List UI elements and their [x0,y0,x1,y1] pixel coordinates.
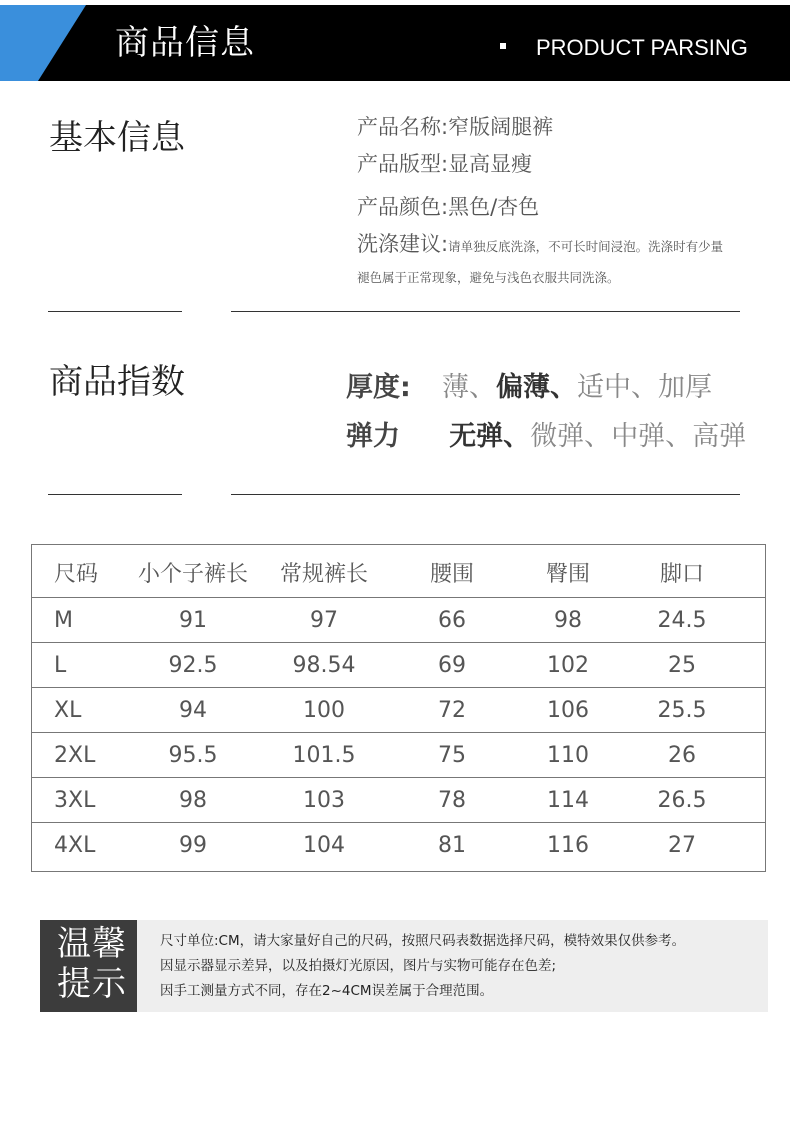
table-cell: XL [54,698,82,723]
elastic-option: 高弹 [692,421,747,452]
divider-right [231,311,740,312]
notice-line: 因显示器显示差异，以及拍摄灯光原因，图片与实物可能存在色差; [160,958,557,974]
divider-left [48,494,182,495]
table-cell: 91 [179,608,207,633]
notice-line: 尺寸单位:CM，请大家量好自己的尺码，按照尺码表数据选择尺码，模特效果仅供参考。 [160,933,686,949]
table-cell: 24.5 [657,608,707,633]
table-cell: 103 [303,788,345,813]
wash-advice [357,230,723,261]
product-fit: 产品版型:显高显瘦 [357,152,533,176]
thickness-option: 加厚 [658,372,712,403]
elastic-row [346,420,746,454]
table-cell: 95.5 [168,743,218,768]
table-cell: 25 [668,653,696,678]
header-banner [0,5,790,81]
thickness-label: 厚度: [346,372,411,403]
header-hem: 脚口 [659,562,704,587]
table-cell: 99 [179,833,207,858]
table-cell: 72 [438,698,466,723]
notice-box [40,920,768,1012]
bullet-icon [500,43,506,49]
table-cell: 3XL [54,788,96,813]
table-cell: 81 [438,833,466,858]
table-cell: 97 [310,608,338,633]
notice-badge-text [57,924,129,1004]
table-cell: 27 [668,833,696,858]
table-cell: 4XL [54,833,96,858]
table-cell: 104 [303,833,345,858]
table-cell: 2XL [54,743,96,768]
product-name: 产品名称:窄版阔腿裤 [357,115,554,139]
size-table [31,544,766,872]
table-cell: 69 [438,653,466,678]
table-cell: 26.5 [657,788,707,813]
table-cell: 25.5 [657,698,707,723]
table-cell: 100 [303,698,345,723]
header-regular-length: 常规裤长 [279,562,368,587]
table-cell: 102 [547,653,589,678]
header-waist: 腰围 [429,562,474,587]
table-cell: 106 [547,698,589,723]
thickness-row [346,371,712,405]
table-cell: 75 [438,743,466,768]
thickness-option: 适中、 [577,372,658,403]
banner-accent [0,5,38,81]
divider-right [231,494,740,495]
elastic-label: 弹力 [346,421,400,452]
banner-accent-slant [38,5,86,81]
notice-badge-line: 提示 [57,964,127,1004]
table-cell: 26 [668,743,696,768]
header-size: 尺码 [54,562,99,587]
table-cell: 66 [438,608,466,633]
notice-badge-line: 温馨 [57,924,127,964]
table-cell: 98 [179,788,207,813]
thickness-option-selected: 偏薄、 [496,372,577,403]
table-cell: 78 [438,788,466,813]
table-row [32,777,765,822]
table-cell: 98.54 [292,653,356,678]
table-cell: 110 [547,743,589,768]
table-row [32,597,765,642]
table-row [32,822,765,867]
table-cell: M [54,608,73,633]
header-hip: 臀围 [545,562,590,587]
table-row [32,732,765,777]
elastic-option: 中弹、 [611,421,693,452]
table-cell: 116 [547,833,589,858]
header-petite-length: 小个子裤长 [137,562,248,587]
table-cell: 94 [179,698,207,723]
wash-text-2: 褪色属于正常现象，避免与浅色衣服共同洗涤。 [357,270,620,285]
product-color: 产品颜色:黑色/杏色 [357,195,540,219]
thickness-option: 薄、 [442,372,496,403]
wash-text-1: 请单独反底洗涤，不可长时间浸泡。洗涤时有少量 [448,239,724,254]
divider-left [48,311,182,312]
elastic-option-selected: 无弹、 [449,421,531,452]
basic-info-heading: 基本信息 [49,118,185,158]
table-cell: 98 [554,608,582,633]
index-heading: 商品指数 [49,362,185,402]
wash-label: 洗涤建议: [357,232,449,256]
banner-title: 商品信息 [115,23,255,63]
table-header-row [32,552,765,597]
table-cell: 101.5 [292,743,356,768]
table-row [32,687,765,732]
table-cell: 114 [547,788,589,813]
notice-line: 因手工测量方式不同，存在2~4CM误差属于合理范围。 [160,983,494,999]
table-cell: L [54,653,67,678]
notice-badge [40,920,137,1012]
table-cell: 92.5 [168,653,218,678]
banner-subtitle: PRODUCT PARSING [536,35,748,60]
table-row [32,642,765,687]
elastic-option: 微弹、 [530,421,612,452]
